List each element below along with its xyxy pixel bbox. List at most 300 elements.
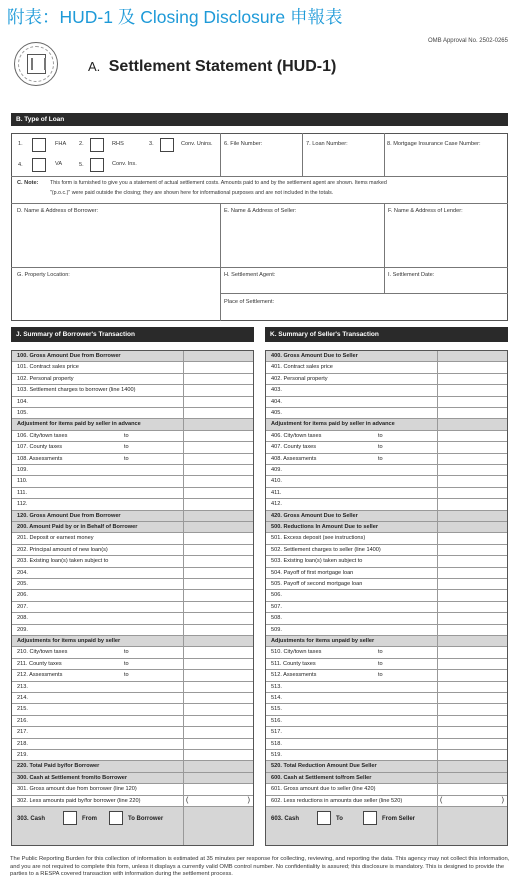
row-label: [266, 750, 282, 760]
amount-field[interactable]: [437, 579, 507, 589]
row-label: [266, 568, 353, 578]
divider: [220, 203, 221, 321]
row-label: [266, 511, 358, 521]
row-label: [266, 351, 358, 361]
row-label-text: 407. County taxes: [271, 444, 317, 451]
borrower-summary-table: [11, 350, 254, 846]
row-label: [266, 362, 333, 372]
row-label: [12, 533, 94, 543]
row-label: [12, 682, 28, 692]
table-row: [12, 659, 253, 670]
row-to-text: to: [378, 660, 383, 667]
amount-field[interactable]: [183, 545, 253, 555]
amount-field[interactable]: [437, 385, 507, 395]
amount-field[interactable]: [437, 465, 507, 475]
amount-field[interactable]: [183, 727, 253, 737]
amount-field[interactable]: [437, 488, 507, 498]
row-label: [266, 442, 383, 452]
row-label: [266, 796, 402, 806]
table-row: [12, 362, 253, 373]
amount-field[interactable]: [437, 374, 507, 384]
row-to-text: to: [378, 672, 383, 679]
amount-field[interactable]: [183, 784, 253, 794]
row-label: [266, 385, 282, 395]
row-to-text: to: [378, 432, 383, 439]
row-to-text: to: [378, 649, 383, 656]
loan-type-label: Conv. Ins.: [112, 161, 137, 167]
row-label: [12, 636, 120, 646]
row-label-text: 515.: [271, 706, 282, 713]
table-row: [266, 716, 507, 727]
loan-type-label: VA: [55, 161, 63, 167]
row-label: [266, 602, 282, 612]
row-label: [12, 476, 27, 486]
amount-field[interactable]: [183, 442, 253, 452]
row-label: [266, 533, 365, 543]
row-label: [12, 727, 28, 737]
row-label: [266, 613, 282, 623]
amount-field: [183, 522, 253, 532]
row-label-text: 501. Excess deposit (see instructions): [271, 535, 366, 542]
amount-field[interactable]: [183, 704, 253, 714]
row-label: [266, 465, 282, 475]
table-row: [12, 431, 253, 442]
seal-building: [27, 54, 46, 74]
table-row: [266, 511, 507, 522]
table-row: [12, 716, 253, 727]
row-label: [12, 613, 28, 623]
table-row: [266, 773, 507, 784]
amount-field[interactable]: [183, 397, 253, 407]
table-row: [266, 545, 507, 556]
row-label-text: 106. City/town taxes: [17, 432, 68, 439]
table-row: [12, 442, 253, 453]
amount-field[interactable]: [183, 476, 253, 486]
table-row: [12, 545, 253, 556]
row-label: [12, 590, 28, 600]
row-label-text: 201. Deposit or earnest money: [17, 535, 94, 542]
checkbox-cash-from[interactable]: [317, 811, 331, 825]
table-row: [12, 739, 253, 750]
section-a-label: A.: [88, 59, 101, 74]
table-row: [266, 784, 507, 795]
cash-amount-field[interactable]: [183, 807, 253, 845]
row-label-text: 203. Existing loan(s) taken subject to: [17, 558, 109, 565]
checkbox-va[interactable]: [32, 158, 46, 172]
footer-notice: The Public Reporting Burden for this collection of information is estimated at 35 minutes per response for collecting, reviewing, and reporting the data. This agency may not collect this information, and you are not required to complete this form, unless it displays a currently valid OMB control number. No confidentiality is assured; this disclosure is mandatory. This is designed to provide the parties to a RESPA covered transaction with information during the settlement process.: [10, 856, 510, 878]
row-label-text: 206.: [17, 592, 28, 599]
table-row: [266, 522, 507, 533]
amount-field[interactable]: [437, 431, 507, 441]
table-row: [266, 385, 507, 396]
table-row: [12, 579, 253, 590]
seller-label: E. Name & Address of Seller:: [224, 208, 297, 214]
table-row: [12, 476, 253, 487]
row-label: [266, 431, 383, 441]
amount-field[interactable]: [437, 784, 507, 794]
row-label-text: 504. Payoff of first mortgage loan: [271, 569, 354, 576]
row-label: [266, 499, 282, 509]
amount-field[interactable]: [183, 590, 253, 600]
table-row: [12, 727, 253, 738]
amount-field: [183, 761, 253, 771]
row-label-text: 204.: [17, 569, 28, 576]
table-row: [266, 499, 507, 510]
amount-field[interactable]: [437, 442, 507, 452]
row-label-text: 509.: [271, 626, 282, 633]
amount-field[interactable]: [183, 431, 253, 441]
file-number-label: 6. File Number:: [224, 141, 263, 147]
table-row: [12, 704, 253, 715]
row-label-text: 507.: [271, 603, 282, 610]
checkbox-conv-ins[interactable]: [90, 158, 104, 172]
section-j-header: [11, 327, 254, 342]
row-label-text: 301. Gross amount due from borrower (line 120): [17, 786, 137, 793]
amount-field[interactable]: [183, 625, 253, 635]
amount-field[interactable]: [183, 362, 253, 372]
amount-field[interactable]: [183, 579, 253, 589]
row-label: [12, 773, 127, 783]
loan-type-num: 5.: [79, 162, 84, 168]
cash-row: [266, 807, 507, 845]
row-label-text: 519.: [271, 752, 282, 758]
amount-field[interactable]: [183, 408, 253, 418]
row-label-text: 200. Amount Paid by or in Behalf of Borrower: [17, 524, 138, 530]
amount-field[interactable]: [437, 750, 507, 760]
row-label-text: 208.: [17, 615, 28, 622]
table-row: [12, 647, 253, 658]
row-label: [12, 625, 28, 635]
amount-field[interactable]: [437, 476, 507, 486]
row-label-text: 109.: [17, 467, 28, 473]
row-label-text: 404.: [271, 398, 282, 405]
table-row: [266, 408, 507, 419]
table-row: [12, 693, 253, 704]
row-label-text: 108. Assessments: [17, 455, 63, 462]
amount-field: [183, 419, 253, 429]
omb-approval: OMB Approval No. 2502-0265: [427, 38, 508, 44]
hud-seal-icon: [14, 42, 58, 86]
row-label-text: 120. Gross Amount Due from Borrower: [17, 512, 121, 519]
borrower-label: D. Name & Address of Borrower:: [17, 208, 99, 214]
row-label-text: 403.: [271, 387, 282, 394]
checkbox-cash-to[interactable]: [363, 811, 377, 825]
row-label-text: 209.: [17, 626, 28, 633]
place-of-settlement-label: Place of Settlement:: [224, 299, 275, 305]
row-label-text: 420. Gross Amount Due to Seller: [271, 512, 358, 519]
row-label-text: 406. City/town taxes: [271, 432, 322, 439]
row-label: [266, 397, 282, 407]
divider: [384, 203, 385, 293]
row-label-text: 219.: [17, 752, 28, 758]
amount-field[interactable]: [437, 704, 507, 714]
table-row: [266, 431, 507, 442]
table-row: [266, 556, 507, 567]
row-label: [12, 579, 28, 589]
row-label-text: 111.: [17, 489, 28, 496]
table-row: [266, 602, 507, 613]
table-row: [12, 419, 253, 430]
row-label-text: 112.: [17, 501, 28, 508]
row-label: [266, 784, 375, 794]
table-row: [12, 408, 253, 419]
amount-field[interactable]: [183, 454, 253, 464]
row-label-text: 503. Existing loan(s) taken subject to: [271, 558, 363, 565]
row-label: [12, 796, 140, 806]
amount-field[interactable]: [437, 568, 507, 578]
table-row: [266, 750, 507, 761]
checkbox-cash-from[interactable]: [63, 811, 77, 825]
checkbox-rhs[interactable]: [90, 138, 104, 152]
loan-type-num: 2.: [79, 141, 84, 147]
amount-field[interactable]: [183, 716, 253, 726]
checkbox-cash-to[interactable]: [109, 811, 123, 825]
row-label: [266, 761, 377, 771]
row-label: [266, 727, 282, 737]
row-label: [266, 522, 378, 532]
amount-field[interactable]: [437, 556, 507, 566]
row-label-text: 212. Assessments: [17, 672, 63, 679]
amount-field[interactable]: [183, 659, 253, 669]
table-row: [12, 556, 253, 567]
row-label-text: 508.: [271, 615, 282, 622]
amount-field: [437, 511, 507, 521]
amount-field[interactable]: [437, 796, 507, 806]
table-row: [12, 761, 253, 772]
divider: [384, 133, 385, 176]
amount-field[interactable]: [437, 454, 507, 464]
amount-field[interactable]: [437, 499, 507, 509]
checkbox-conv-unins[interactable]: [160, 138, 174, 152]
table-row: [266, 465, 507, 476]
row-label-text: 211. County taxes: [17, 660, 62, 667]
row-label: [266, 545, 381, 555]
table-row: [266, 476, 507, 487]
row-label-text: 511. County taxes: [271, 660, 316, 667]
row-label-text: 409.: [271, 467, 282, 473]
table-row: [12, 351, 253, 362]
section-j-title: J. Summary of Borrower's Transaction: [16, 331, 135, 338]
row-label-text: 104.: [17, 398, 28, 405]
cash-to-label: To Borrower: [128, 816, 164, 822]
row-label: [12, 454, 129, 464]
row-label: [12, 397, 28, 407]
row-label: [12, 568, 28, 578]
row-label: [266, 682, 282, 692]
amount-field[interactable]: [437, 682, 507, 692]
row-label-text: 410.: [271, 478, 282, 485]
row-label-text: 300. Cash at Settlement from/to Borrower: [17, 774, 128, 781]
table-row: [12, 784, 253, 795]
amount-field[interactable]: [437, 693, 507, 703]
row-label: [12, 442, 129, 452]
row-label-text: 101. Contract sales price: [17, 364, 79, 371]
amount-field[interactable]: [183, 796, 253, 806]
table-row: [12, 454, 253, 465]
table-row: [266, 670, 507, 681]
cash-row: [12, 807, 253, 845]
row-label: [12, 385, 135, 395]
table-row: [266, 761, 507, 772]
row-label-text: Adjustment for items paid by seller in advance: [271, 421, 395, 428]
amount-field[interactable]: [183, 750, 253, 760]
amount-field[interactable]: [437, 670, 507, 680]
amount-field: [183, 351, 253, 361]
row-label: [12, 750, 28, 760]
row-label: [12, 488, 27, 498]
row-label: [12, 716, 28, 726]
row-label: [12, 739, 28, 749]
row-label-text: 505. Payoff of second mortgage loan: [271, 581, 363, 587]
amount-field[interactable]: [437, 545, 507, 555]
amount-field[interactable]: [437, 362, 507, 372]
table-row: [266, 568, 507, 579]
table-row: [266, 442, 507, 453]
amount-field[interactable]: [437, 647, 507, 657]
divider: [220, 133, 221, 176]
divider: [11, 203, 508, 204]
row-to-text: to: [124, 432, 129, 439]
table-row: [12, 385, 253, 396]
table-row: [12, 796, 253, 807]
row-label-text: 401. Contract sales price: [271, 364, 333, 371]
note-line-1: This form is furnished to give you a statement of actual settlement costs. Amounts paid to and by the settlement agent are shown. Items marked: [50, 180, 387, 186]
mortgage-case-label: 8. Mortgage Insurance Case Number:: [387, 141, 481, 147]
row-label: [12, 511, 121, 521]
row-label: [266, 488, 281, 498]
table-row: [266, 488, 507, 499]
note-label: C. Note:: [17, 180, 39, 186]
amount-field[interactable]: [183, 647, 253, 657]
seller-summary-table: [265, 350, 508, 846]
amount-field[interactable]: [437, 602, 507, 612]
amount-field[interactable]: [437, 727, 507, 737]
amount-field[interactable]: [183, 385, 253, 395]
amount-field[interactable]: [183, 670, 253, 680]
table-row: [12, 568, 253, 579]
row-label: [12, 374, 74, 384]
row-label: [12, 499, 27, 509]
row-label-text: 602. Less reductions in amounts due seller (line 520): [271, 797, 403, 804]
amount-field[interactable]: [437, 613, 507, 623]
table-row: [266, 579, 507, 590]
row-label-text: 500. Reductions In Amount Due to seller: [271, 524, 379, 530]
row-to-text: to: [124, 444, 129, 451]
table-row: [266, 682, 507, 693]
form-title-text: Settlement Statement (HUD-1): [108, 58, 337, 75]
amount-field[interactable]: [183, 465, 253, 475]
row-label: [12, 351, 121, 361]
divider: [11, 267, 508, 268]
amount-field[interactable]: [437, 397, 507, 407]
table-row: [266, 397, 507, 408]
cash-from-label: To: [336, 816, 343, 822]
amount-field[interactable]: [183, 739, 253, 749]
amount-field[interactable]: [183, 374, 253, 384]
row-label: [266, 590, 282, 600]
amount-field: [437, 522, 507, 532]
row-to-text: to: [124, 660, 129, 667]
row-label: [266, 704, 282, 714]
row-label-text: 516.: [271, 717, 282, 724]
amount-field[interactable]: [183, 556, 253, 566]
row-label-text: 411.: [271, 489, 282, 496]
row-label: [12, 362, 79, 372]
row-label: [12, 659, 129, 669]
row-label: [12, 704, 28, 714]
row-label-text: 514.: [271, 695, 282, 701]
amount-field[interactable]: [437, 590, 507, 600]
amount-field[interactable]: [437, 716, 507, 726]
amount-field[interactable]: [183, 693, 253, 703]
table-row: [12, 773, 253, 784]
row-label-text: 105.: [17, 410, 28, 416]
row-label-text: 205.: [17, 581, 28, 587]
row-label: [266, 659, 383, 669]
row-to-text: to: [124, 649, 129, 656]
loan-type-label: FHA: [55, 141, 67, 147]
row-label: [266, 670, 383, 680]
cash-from-label: From: [82, 816, 97, 822]
amount-field[interactable]: [437, 625, 507, 635]
table-row: [266, 727, 507, 738]
divider: [302, 133, 303, 176]
amount-field[interactable]: [437, 659, 507, 669]
amount-field[interactable]: [437, 739, 507, 749]
row-to-text: to: [124, 455, 129, 462]
table-row: [12, 682, 253, 693]
amount-field[interactable]: [183, 499, 253, 509]
amount-field[interactable]: [437, 533, 507, 543]
table-row: [266, 625, 507, 636]
amount-field[interactable]: [183, 533, 253, 543]
amount-field: [437, 636, 507, 646]
amount-field[interactable]: [183, 613, 253, 623]
cash-amount-field[interactable]: [437, 807, 507, 845]
row-label-text: 215.: [17, 706, 28, 713]
row-label: [12, 408, 28, 418]
amount-field[interactable]: [183, 682, 253, 692]
row-label-text: 601. Gross amount due to seller (line 420): [271, 786, 376, 793]
row-label: [266, 625, 282, 635]
row-label: [12, 545, 108, 555]
row-label-text: 405.: [271, 410, 282, 416]
amount-field[interactable]: [183, 568, 253, 578]
table-row: [266, 704, 507, 715]
row-label-text: 102. Personal property: [17, 375, 74, 382]
cash-label: 303. Cash: [17, 816, 46, 822]
row-label: [266, 408, 282, 418]
amount-field[interactable]: [183, 602, 253, 612]
row-label: [12, 602, 28, 612]
table-row: [12, 625, 253, 636]
section-k-header: [265, 327, 508, 342]
row-to-text: to: [378, 444, 383, 451]
amount-field[interactable]: [183, 488, 253, 498]
row-label-text: 100. Gross Amount Due from Borrower: [17, 353, 121, 359]
row-label-text: Adjustment for items paid by seller in advance: [17, 421, 141, 428]
checkbox-fha[interactable]: [32, 138, 46, 152]
row-label: [266, 693, 282, 703]
table-row: [266, 613, 507, 624]
amount-field: [437, 761, 507, 771]
table-row: [12, 670, 253, 681]
settlement-date-label: I. Settlement Date:: [388, 272, 435, 278]
table-row: [12, 590, 253, 601]
amount-field[interactable]: [437, 408, 507, 418]
row-label-text: 218.: [17, 740, 28, 747]
row-label-text: 408. Assessments: [271, 455, 317, 462]
